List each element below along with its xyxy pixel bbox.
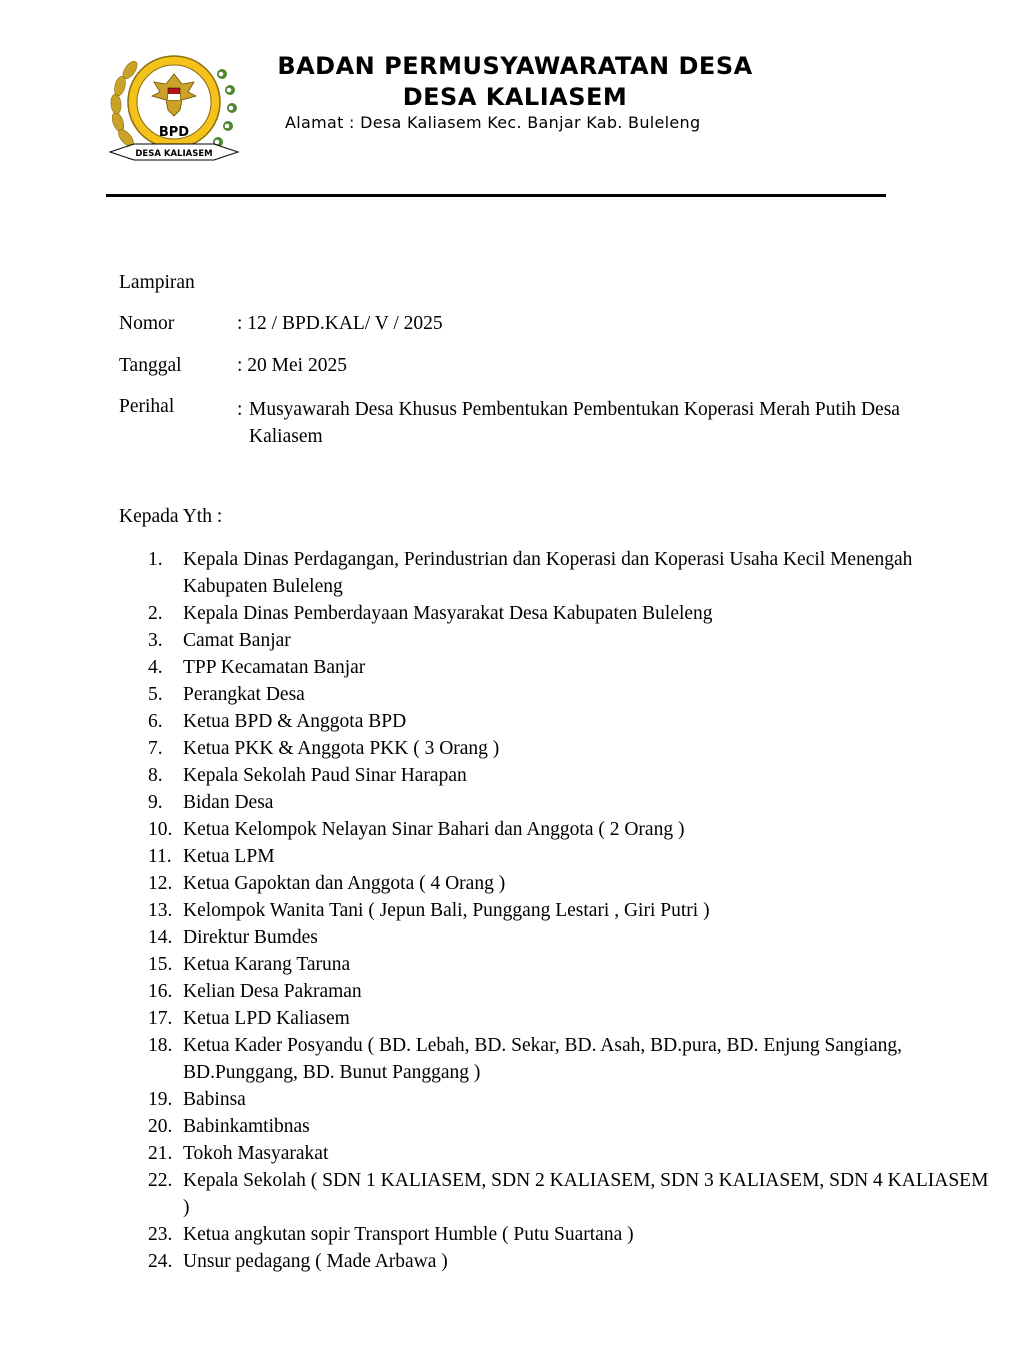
- recipient-text: Direktur Bumdes: [183, 927, 318, 948]
- logo-abbr: BPD: [158, 125, 190, 140]
- recipient-number: 13.: [148, 900, 173, 921]
- recipient-item: [148, 735, 993, 762]
- perihal-line2: Kaliasem: [249, 426, 323, 447]
- recipient-number: 20.: [148, 1116, 173, 1137]
- recipient-text: Babinkamtibnas: [183, 1116, 310, 1137]
- recipient-text: Kepala Sekolah ( SDN 1 KALIASEM, SDN 2 KALIASEM, SDN 3 KALIASEM, SDN 4 KALIASEM ): [183, 1170, 989, 1218]
- perihal-label: Perihal: [119, 396, 175, 417]
- recipient-text: Kelompok Wanita Tani ( Jepun Bali, Punggang Lestari , Giri Putri ): [183, 900, 710, 921]
- recipient-number: 11.: [148, 846, 172, 867]
- lampiran-label: Lampiran: [119, 272, 195, 293]
- recipient-number: 1.: [148, 549, 163, 570]
- nomor-label: Nomor: [119, 313, 175, 334]
- letterhead-divider: [106, 194, 886, 197]
- recipient-item: [148, 627, 993, 654]
- recipient-text: Ketua angkutan sopir Transport Humble ( Putu Suartana ): [183, 1224, 634, 1245]
- recipient-number: 2.: [148, 603, 163, 624]
- recipient-item: [148, 843, 993, 870]
- bpd-logo: [104, 44, 244, 174]
- recipient-text: Ketua LPM: [183, 846, 275, 867]
- recipient-number: 23.: [148, 1224, 173, 1245]
- org-name-line2: DESA KALIASEM: [402, 83, 628, 111]
- recipient-item: [148, 816, 993, 843]
- recipient-text: Unsur pedagang ( Made Arbawa ): [183, 1251, 448, 1272]
- perihal-colon: :: [237, 399, 243, 420]
- recipient-item: [148, 1248, 993, 1275]
- recipient-item: [148, 1086, 993, 1113]
- recipient-text: Kepala Dinas Perdagangan, Perindustrian dan Koperasi dan Koperasi Usaha Kecil Menengah Kabupaten Buleleng: [183, 549, 913, 597]
- recipient-number: 15.: [148, 954, 173, 975]
- recipient-item: [148, 600, 993, 627]
- recipient-item: [148, 546, 993, 600]
- recipient-number: 7.: [148, 738, 163, 759]
- recipient-text: Kepala Dinas Pemberdayaan Masyarakat Desa Kabupaten Buleleng: [183, 603, 713, 624]
- recipient-text: Ketua Kader Posyandu ( BD. Lebah, BD. Sekar, BD. Asah, BD.pura, BD. Enjung Sangiang, BD.Punggang, BD. Bunut Panggang ): [183, 1035, 902, 1083]
- recipient-text: Babinsa: [183, 1089, 246, 1110]
- tanggal-label: Tanggal: [119, 355, 182, 376]
- recipient-text: Kelian Desa Pakraman: [183, 981, 362, 1002]
- recipient-number: 16.: [148, 981, 173, 1002]
- recipient-item: [148, 1140, 993, 1167]
- recipient-item: [148, 1221, 993, 1248]
- recipient-item: [148, 789, 993, 816]
- recipient-number: 9.: [148, 792, 163, 813]
- tanggal-value: : 20 Mei 2025: [237, 355, 347, 376]
- org-name-line1: BADAN PERMUSYAWARATAN DESA: [277, 52, 753, 80]
- recipient-text: Ketua LPD Kaliasem: [183, 1008, 350, 1029]
- recipient-number: 21.: [148, 1143, 173, 1164]
- recipient-text: Kepala Sekolah Paud Sinar Harapan: [183, 765, 467, 786]
- recipient-number: 8.: [148, 765, 163, 786]
- recipient-text: Bidan Desa: [183, 792, 274, 813]
- logo-ribbon-text: DESA KALIASEM: [135, 149, 213, 159]
- recipient-number: 24.: [148, 1251, 173, 1272]
- perihal-line1: Musyawarah Desa Khusus Pembentukan Pembentukan Koperasi Merah Putih Desa: [249, 399, 900, 420]
- recipient-text: Ketua Kelompok Nelayan Sinar Bahari dan Anggota ( 2 Orang ): [183, 819, 685, 840]
- recipient-number: 6.: [148, 711, 163, 732]
- nomor-value: : 12 / BPD.KAL/ V / 2025: [237, 313, 443, 334]
- recipient-number: 5.: [148, 684, 163, 705]
- recipient-item: [148, 681, 993, 708]
- recipient-item: [148, 870, 993, 897]
- recipient-item: [148, 1032, 993, 1086]
- recipient-item: [148, 762, 993, 789]
- recipient-text: TPP Kecamatan Banjar: [183, 657, 366, 678]
- recipient-number: 10.: [148, 819, 173, 840]
- recipient-item: [148, 897, 993, 924]
- recipient-text: Perangkat Desa: [183, 684, 305, 705]
- perihal-value: [237, 396, 997, 450]
- recipient-number: 17.: [148, 1008, 173, 1029]
- recipient-text: Tokoh Masyarakat: [183, 1143, 329, 1164]
- recipient-number: 4.: [148, 657, 163, 678]
- recipient-number: 22.: [148, 1170, 173, 1191]
- recipient-item: [148, 1167, 993, 1221]
- recipient-item: [148, 951, 993, 978]
- recipient-text: Ketua BPD & Anggota BPD: [183, 711, 407, 732]
- kepada-yth: Kepada Yth :: [119, 506, 223, 527]
- recipient-text: Ketua PKK & Anggota PKK ( 3 Orang ): [183, 738, 500, 759]
- recipient-number: 12.: [148, 873, 173, 894]
- recipient-number: 18.: [148, 1035, 173, 1056]
- recipient-number: 19.: [148, 1089, 173, 1110]
- org-address: Alamat : Desa Kaliasem Kec. Banjar Kab. Buleleng: [285, 113, 701, 132]
- recipient-text: Ketua Gapoktan dan Anggota ( 4 Orang ): [183, 873, 506, 894]
- recipient-item: [148, 1113, 993, 1140]
- recipient-item: [148, 708, 993, 735]
- recipient-text: Ketua Karang Taruna: [183, 954, 351, 975]
- recipient-text: Camat Banjar: [183, 630, 291, 651]
- recipient-item: [148, 924, 993, 951]
- recipient-number: 3.: [148, 630, 163, 651]
- recipient-number: 14.: [148, 927, 173, 948]
- recipient-list: [148, 546, 993, 1275]
- recipient-item: [148, 654, 993, 681]
- recipient-item: [148, 978, 993, 1005]
- recipient-item: [148, 1005, 993, 1032]
